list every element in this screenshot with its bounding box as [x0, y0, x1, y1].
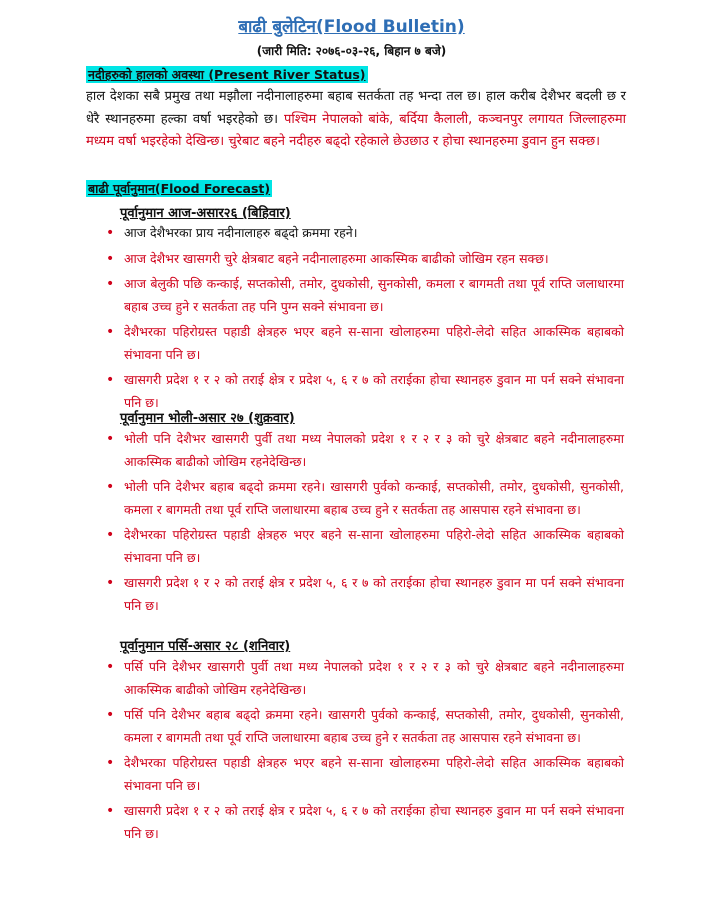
river-status-heading: नदीहरुको हालको अवस्था (Present River Status) — [88, 67, 366, 82]
flood-forecast-heading: बाढी पूर्वानुमान(Flood Forecast) — [88, 181, 271, 196]
list-item — [104, 222, 624, 245]
forecast-day-3-title: पूर्वानुमान पर्सि-असार २८ (शनिवार) — [120, 639, 291, 654]
bullet-icon: • — [106, 803, 115, 819]
river-status-alert-text: पश्चिम नेपालको बांके, बर्दिया कैलाली, कञ्चनपुर लगायत जिल्लाहरुमा मध्यम वर्षा भइरहेको देखिन्छ। चुरेबाट बहने नदीहरु बढ्दो रहेकाले छेउछाउ र होचा स्थानहरुमा डुवान हुन सक्छ। — [86, 111, 626, 149]
bullet-icon: • — [106, 250, 115, 267]
list-item-text: खासगरी प्रदेश १ र २ को तराई क्षेत्र र प्रदेश ५, ६ र ७ को तराईका होचा स्थानहरु डुवान मा पर्न सक्ने संभावना पनि छ। — [124, 372, 624, 410]
list-item-text: आज बेलुकी पछि कन्काई, सप्तकोसी, तमोर, दुधकोसी, सुनकोसी, कमला र बागमती तथा पूर्व राप्ति जलाधारमा बहाब उच्च हुने र सतर्कता तह पनि पुग्न सक्ने संभावना छ। — [124, 276, 624, 314]
bullet-icon: • — [106, 707, 115, 723]
bulletin-title: बाढी बुलेटिन(Flood Bulletin) — [238, 17, 465, 37]
issue-date: (जारी मिति: २०७६-०३-२६, बिहान ७ बजे) — [256, 44, 447, 58]
list-item — [104, 704, 624, 749]
bullet-icon: • — [106, 431, 115, 447]
bullet-icon: • — [106, 324, 115, 340]
bullet-icon: • — [106, 225, 115, 241]
list-item-text: आज देशैभरका प्राय नदीनालाहरु बढ्दो क्रममा रहने। — [124, 225, 358, 240]
bullet-icon: • — [106, 372, 115, 388]
list-item-text: आज देशैभर खासगरी चुरे क्षेत्रबाट बहने नदीनालाहरुमा आकस्मिक बाढीको जोखिम रहन सक्छ। — [124, 250, 549, 266]
list-item-text: भोली पनि देशैभर बहाब बढ्दो क्रममा रहने। खासगरी पुर्वको कन्काई, सप्तकोसी, तमोर, दुधकोसी, सुनकोसी, कमला र बागमती तथा पूर्व राप्ति जलाधारमा बहाब उच्च हुने र सतर्कता तह आसपास रहने संभावना छ। — [124, 479, 624, 517]
list-item-text: भोली पनि देशैभर खासगरी पुर्वी तथा मध्य नेपालको प्रदेश १ र २ र ३ को चुरे क्षेत्रबाट बहने नदीनालाहरुमा आकस्मिक बाढीको जोखिम रहनेदेखिन्छ। — [124, 431, 624, 469]
bullet-icon: • — [106, 575, 115, 591]
bullet-icon: • — [106, 479, 115, 495]
list-item — [104, 321, 624, 366]
list-item — [104, 572, 624, 617]
list-item — [104, 428, 624, 473]
forecast-day-2-title: पूर्वानुमान भोली-असार २७ (शुक्रवार) — [120, 411, 295, 426]
list-item — [104, 524, 624, 569]
list-item-text: देशैभरका पहिरोग्रस्त पहाडी क्षेत्रहरु भएर बहने स-साना खोलाहरुमा पहिरो-लेदो सहित आकस्मिक बहाबको संभावना पनि छ। — [124, 755, 624, 793]
forecast-day-1-list — [104, 222, 624, 417]
forecast-day-2-list — [104, 428, 624, 620]
list-item-text: देशैभरका पहिरोग्रस्त पहाडी क्षेत्रहरु भएर बहने स-साना खोलाहरुमा पहिरो-लेदो सहित आकस्मिक बहाबको संभावना पनि छ। — [124, 527, 624, 565]
list-item — [104, 273, 624, 318]
list-item-text: खासगरी प्रदेश १ र २ को तराई क्षेत्र र प्रदेश ५, ६ र ७ को तराईका होचा स्थानहरु डुवान मा पर्न सक्ने संभावना पनि छ। — [124, 803, 624, 841]
list-item — [104, 800, 624, 845]
forecast-day-3-list — [104, 656, 624, 848]
river-status-text: हाल देशका सबै प्रमुख तथा मझौला नदीनालाहरुमा बहाब सतर्कता तह भन्दा तल छ। हाल करीब देशैभर बदली छ र धेरै स्थानहरुमा हल्का वर्षा भइरहेको छ। — [86, 89, 626, 127]
bullet-icon: • — [106, 755, 115, 771]
list-item-text: देशैभरका पहिरोग्रस्त पहाडी क्षेत्रहरु भएर बहने स-साना खोलाहरुमा पहिरो-लेदो सहित आकस्मिक बहाबको संभावना पनि छ। — [124, 324, 624, 362]
list-item — [104, 476, 624, 521]
forecast-day-1-title: पूर्वानुमान आज-असार२६ (बिहिवार) — [120, 206, 291, 221]
list-item-text: पर्सि पनि देशैभर बहाब बढ्दो क्रममा रहने। खासगरी पुर्वको कन्काई, सप्तकोसी, तमोर, दुधकोसी, सुनकोसी, कमला र बागमती तथा पूर्व राप्ति जलाधारमा बहाब उच्च हुने र सतर्कता तह आसपास रहने संभावना छ। — [124, 707, 624, 745]
bullet-icon: • — [106, 276, 115, 292]
list-item — [104, 656, 624, 701]
list-item — [104, 752, 624, 797]
river-status-paragraph — [86, 86, 626, 154]
list-item-text: पर्सि पनि देशैभर खासगरी पुर्वी तथा मध्य नेपालको प्रदेश १ र २ र ३ को चुरे क्षेत्रबाट बहने नदीनालाहरुमा आकस्मिक बाढीको जोखिम रहनेदेखिन्छ। — [124, 659, 624, 697]
list-item-text: खासगरी प्रदेश १ र २ को तराई क्षेत्र र प्रदेश ५, ६ र ७ को तराईका होचा स्थानहरु डुवान मा पर्न सक्ने संभावना पनि छ। — [124, 575, 624, 613]
bullet-icon: • — [106, 659, 115, 675]
bullet-icon: • — [106, 527, 115, 543]
list-item — [104, 248, 624, 271]
